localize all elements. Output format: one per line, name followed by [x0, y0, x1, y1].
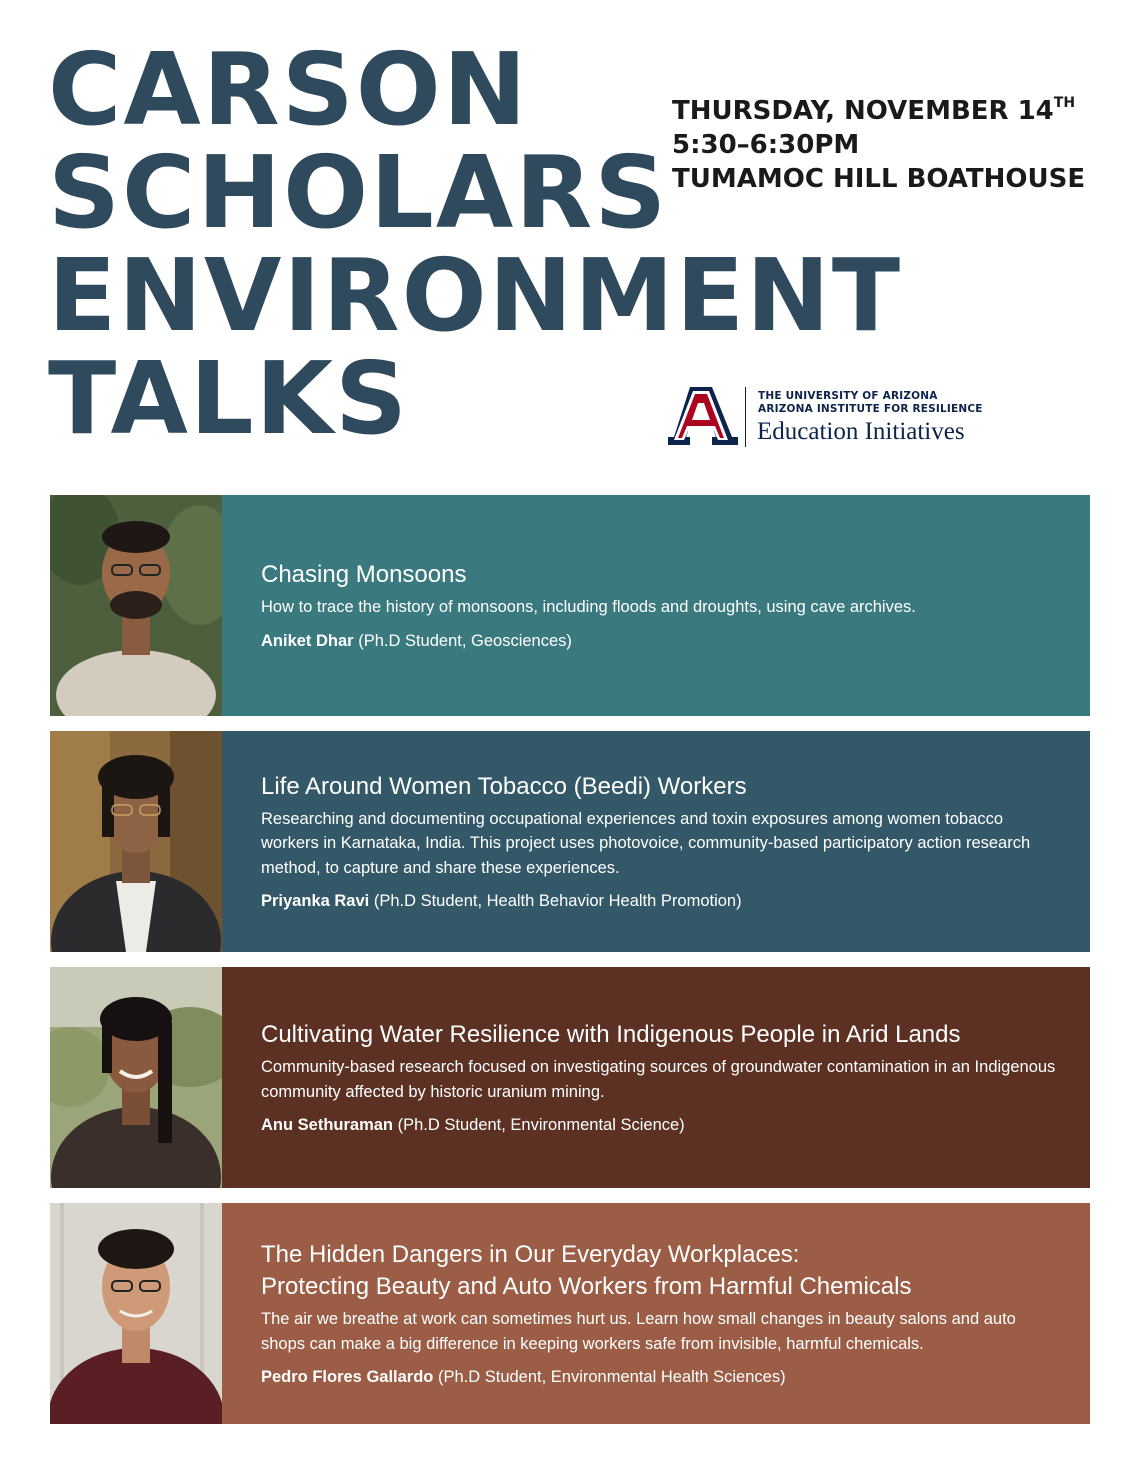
- speaker-name: Pedro Flores Gallardo: [261, 1368, 434, 1386]
- talk-card: [50, 495, 1090, 716]
- talk-title-line: Chasing Monsoons: [261, 561, 467, 589]
- event-date: [672, 94, 1085, 128]
- talk-description: Community-based research focused on investigating sources of groundwater contamination in an Indigenous community affected by historic uranium mining.: [261, 1058, 1056, 1101]
- talk-title-line: Cultivating Water Resilience with Indigenous People in Arid Lands: [261, 1021, 961, 1048]
- speaker-photo: [50, 495, 222, 716]
- talk-title: [261, 559, 1064, 591]
- speaker-affiliation: (Ph.D Student, Health Behavior Health Promotion): [369, 892, 742, 911]
- talk-title: [261, 1239, 1064, 1303]
- talk-title-line: Life Around Women Tobacco (Beedi) Workers: [261, 772, 747, 800]
- logo-divider: [745, 387, 746, 447]
- speaker-photo: [50, 967, 222, 1188]
- talk-title-line: The Hidden Dangers in Our Everyday Workplaces:: [261, 1241, 800, 1268]
- speaker-photo: [50, 731, 222, 952]
- university-logo: [668, 385, 1028, 449]
- talk-body: [222, 1203, 1090, 1424]
- arizona-a-logo-icon: [668, 385, 740, 447]
- title-line: ENVIRONMENT: [48, 237, 903, 354]
- event-location: TUMAMOC HILL BOATHOUSE: [672, 164, 1086, 194]
- talk-speaker: [261, 630, 1064, 652]
- logo-org-line1: THE UNIVERSITY OF ARIZONA: [758, 390, 938, 402]
- speaker-name: Aniket Dhar: [261, 631, 354, 650]
- talk-description: Researching and documenting occupational experiences and toxin exposures among women tobacco workers in Karnataka, India. This project uses photovoice, community-based participatory action research method, to capture and share these experiences.: [261, 809, 1031, 877]
- speaker-affiliation: (Ph.D Student, Geosciences): [353, 631, 572, 650]
- talk-speaker: [261, 1114, 1064, 1136]
- talk-body: [222, 495, 1090, 716]
- talk-card: [50, 731, 1090, 952]
- logo-org-line2: ARIZONA INSTITUTE FOR RESILIENCE: [758, 403, 983, 415]
- talk-card: [50, 967, 1090, 1188]
- talk-description: The air we breathe at work can sometimes hurt us. Learn how small changes in beauty salons and auto shops can make a big difference in keeping workers safe from invisible, harmful chemicals.: [261, 1310, 1016, 1353]
- speaker-name: Priyanka Ravi: [261, 892, 370, 911]
- talk-speaker: [261, 890, 1064, 912]
- speaker-name: Anu Sethuraman: [261, 1116, 394, 1134]
- title-line: SCHOLARS: [48, 134, 669, 251]
- talk-speaker: [261, 1366, 1064, 1388]
- talk-title-line: Protecting Beauty and Auto Workers from Harmful Chemicals: [261, 1273, 912, 1300]
- speaker-photo: [50, 1203, 222, 1424]
- logo-unit-name: Education Initiatives: [757, 418, 965, 445]
- title-line: TALKS: [48, 340, 410, 457]
- event-date-suffix: TH: [1053, 95, 1076, 111]
- event-date-text: THURSDAY, NOVEMBER 14: [672, 96, 1054, 126]
- title-line: CARSON: [48, 31, 529, 148]
- talk-body: [222, 731, 1090, 952]
- talk-body: [222, 967, 1090, 1188]
- talk-card: [50, 1203, 1090, 1424]
- speaker-affiliation: (Ph.D Student, Environmental Health Sciences): [433, 1368, 786, 1386]
- speaker-affiliation: (Ph.D Student, Environmental Science): [393, 1116, 685, 1134]
- talk-title: [261, 771, 1064, 803]
- talk-title: [261, 1019, 1064, 1051]
- event-info: [672, 94, 1085, 196]
- event-time: 5:30–6:30PM: [672, 130, 860, 160]
- talk-description: How to trace the history of monsoons, including floods and droughts, using cave archives.: [261, 598, 916, 617]
